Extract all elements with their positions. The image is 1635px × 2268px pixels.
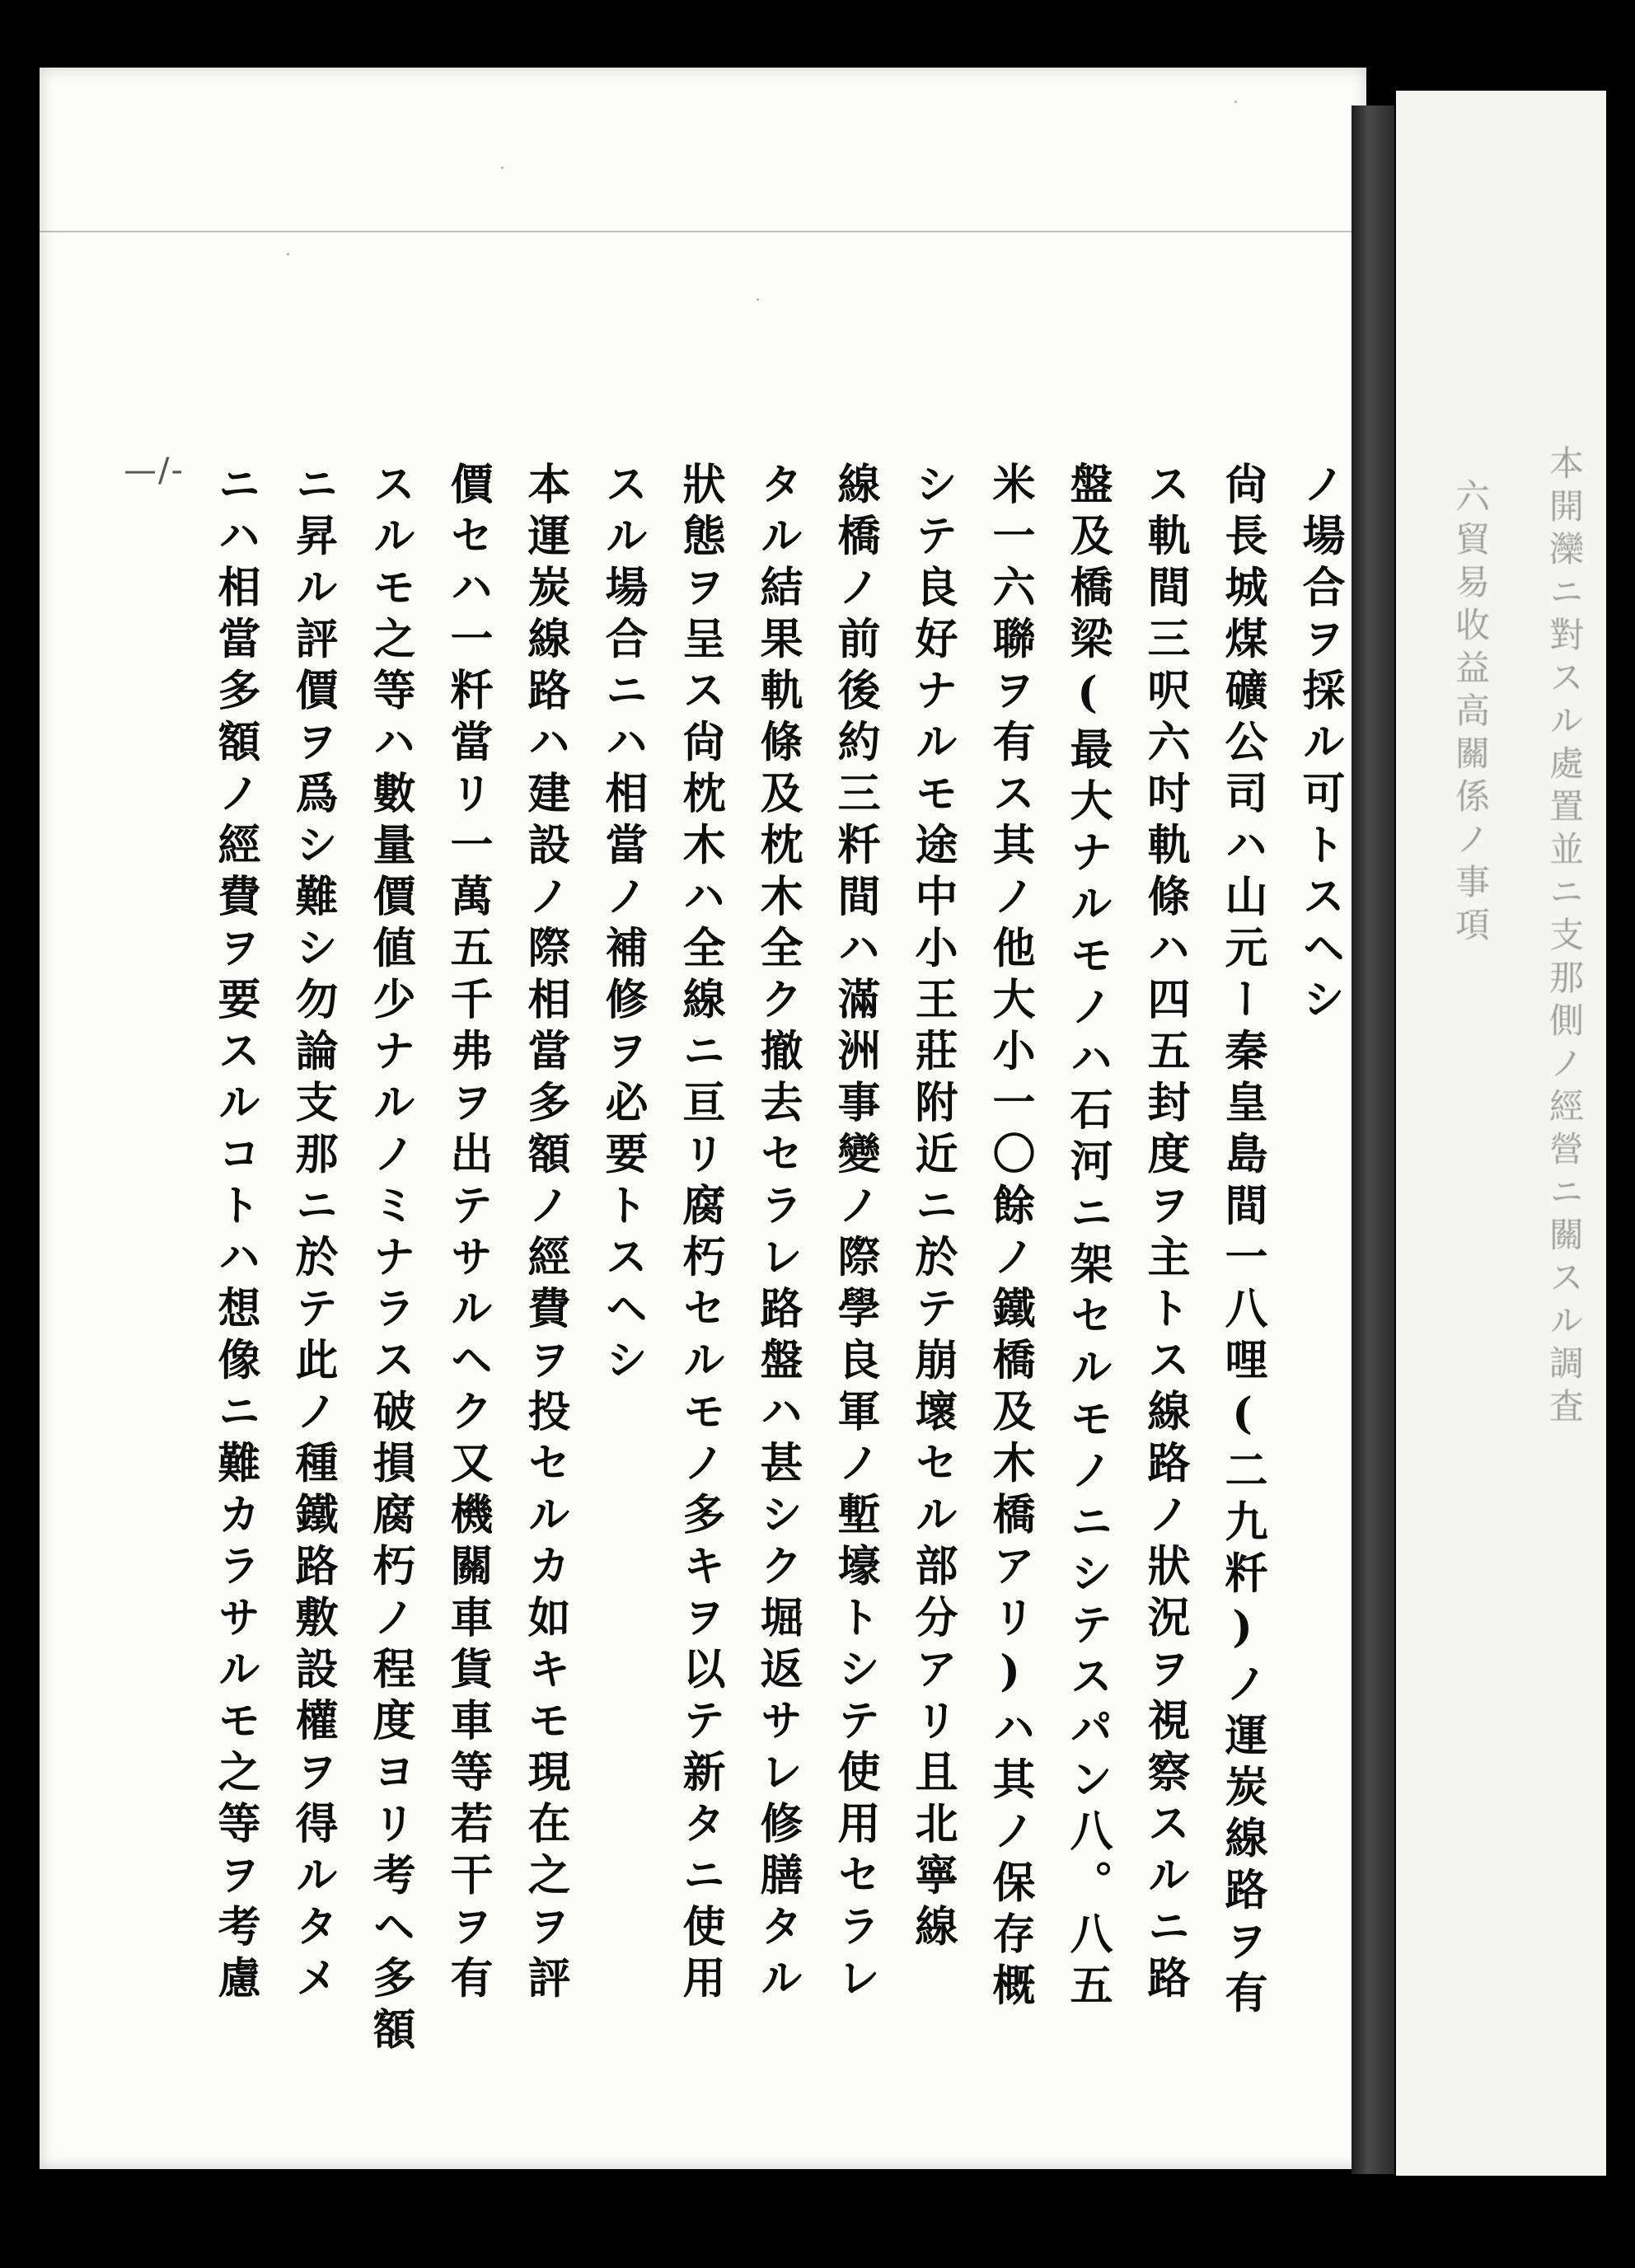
text-line: ニ昇ル評價ヲ爲シ難シ勿論支那ニ於テ此ノ種鐵路敷設權ヲ得ルタメ xyxy=(288,462,338,2007)
scan-speck xyxy=(287,253,289,255)
text-line: ノ場合ヲ採ル可トスヘシ xyxy=(1295,462,1345,1029)
text-line: ス軌間三呎六吋軌條ハ四五封度ヲ主トス線路ノ狀況ヲ視察スルニ路 xyxy=(1140,462,1190,2007)
text-line: 線橋ノ前後約三粁間ハ滿洲事變ノ際學良軍ノ塹壕トシテ使用セラレ xyxy=(830,462,880,2007)
text-line: タル結果軌條及枕木全ク撤去セラレ路盤ハ甚シク堀返サレ修膳タル xyxy=(752,462,803,2007)
vertical-text-block xyxy=(210,462,1358,2093)
margin-note: —/- xyxy=(124,452,185,490)
text-line: 狀態ヲ呈ス尙枕木ハ全線ニ亘リ腐朽セルモノ多キヲ以テ新タニ使用 xyxy=(675,462,725,2007)
text-line: ニハ相當多額ノ經費ヲ要スルコトハ想像ニ難カラサルモ之等ヲ考慮 xyxy=(210,462,260,2007)
text-line: シテ良好ナルモ途中小王莊附近ニ於テ崩壞セル部分アリ且北寧線 xyxy=(907,462,958,1956)
scan-speck xyxy=(1234,101,1237,103)
text-line: スルモ之等ハ數量價値少ナルノミナラス破損腐朽ノ程度ヨリ考ヘ多額 xyxy=(365,462,415,2059)
text-line: 本運炭線路ハ建設ノ際相當多額ノ經費ヲ投セルカ如キモ現在之ヲ評 xyxy=(520,462,570,2007)
facing-page xyxy=(1396,91,1606,2176)
facing-page-column: 六貿易收益高關係ノ事項 xyxy=(1450,478,1491,949)
scan-speck xyxy=(757,298,759,301)
text-line: 盤及橋梁(最大ナルモノハ石河ニ架セルモノニシテスパン八。八五 xyxy=(1062,462,1113,2014)
text-line: 米一六聯ヲ有ス其ノ他大小一〇餘ノ鐵橋及木橋アリ)ハ其ノ保存概 xyxy=(985,462,1035,2014)
text-line: スル場合ニハ相當ノ補修ヲ必要トスヘシ xyxy=(597,462,648,1389)
page-rule-line xyxy=(40,231,1366,232)
facing-page-column: 本開灤ニ對スル處置並ニ支那側ノ經營ニ關スル調査 xyxy=(1544,445,1585,1431)
text-line: 價セハ一粁當リ一萬五千弗ヲ出テサルヘク又機關車貨車等若干ヲ有 xyxy=(443,462,493,2007)
scan-speck xyxy=(501,166,504,169)
text-line: 尙長城煤礦公司ハ山元ー秦皇島間一八哩(二九粁)ノ運炭線路ヲ有 xyxy=(1217,462,1267,2022)
